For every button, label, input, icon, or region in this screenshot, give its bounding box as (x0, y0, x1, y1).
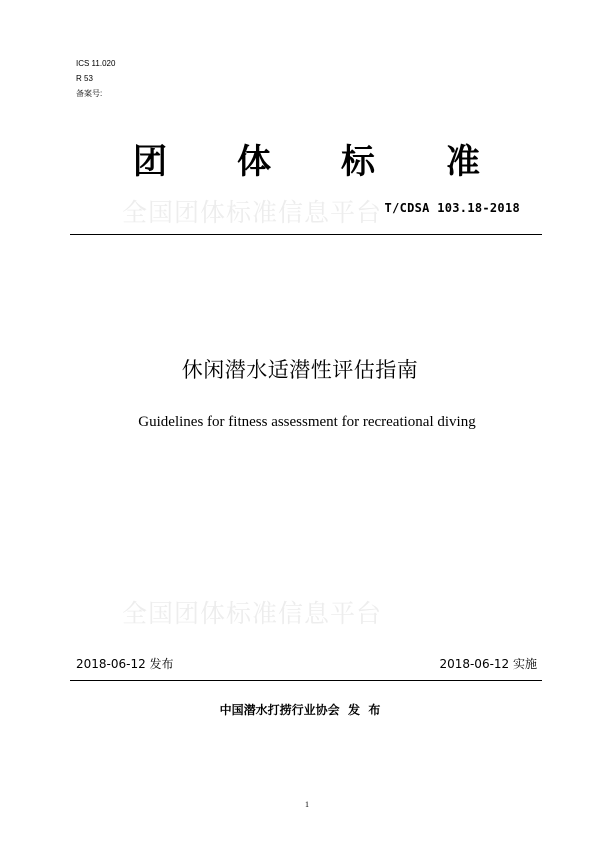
standard-type-char: 体 (237, 142, 271, 182)
ics-code: ICS 11.020 (76, 59, 116, 68)
standard-type-char: 准 (446, 142, 480, 182)
watermark: 全国团体标准信息平台 (122, 198, 383, 227)
page-number: 1 (305, 800, 309, 809)
standard-type-char: 标 (341, 142, 375, 182)
ccs-code: R 53 (76, 74, 93, 83)
document-title-english: Guidelines for fitness assessment for recreational diving (138, 414, 476, 430)
standard-type-heading (0, 137, 600, 187)
standard-type-char: 团 (133, 142, 167, 182)
divider (70, 234, 542, 235)
issue-date: 2018-06-12 发布 (76, 657, 174, 671)
divider (70, 680, 542, 681)
implementation-date: 2018-06-12 实施 (439, 657, 537, 671)
filing-number-label: 备案号: (76, 89, 103, 98)
publisher-text: 中国潜水打捞行业协会 发 布 (219, 703, 381, 717)
standard-number: T/CDSA 103.18-2018 (384, 201, 520, 215)
watermark: 全国团体标准信息平台 (122, 599, 383, 628)
document-title-chinese: 休闲潜水适潜性评估指南 (181, 358, 419, 382)
publisher (0, 701, 600, 718)
